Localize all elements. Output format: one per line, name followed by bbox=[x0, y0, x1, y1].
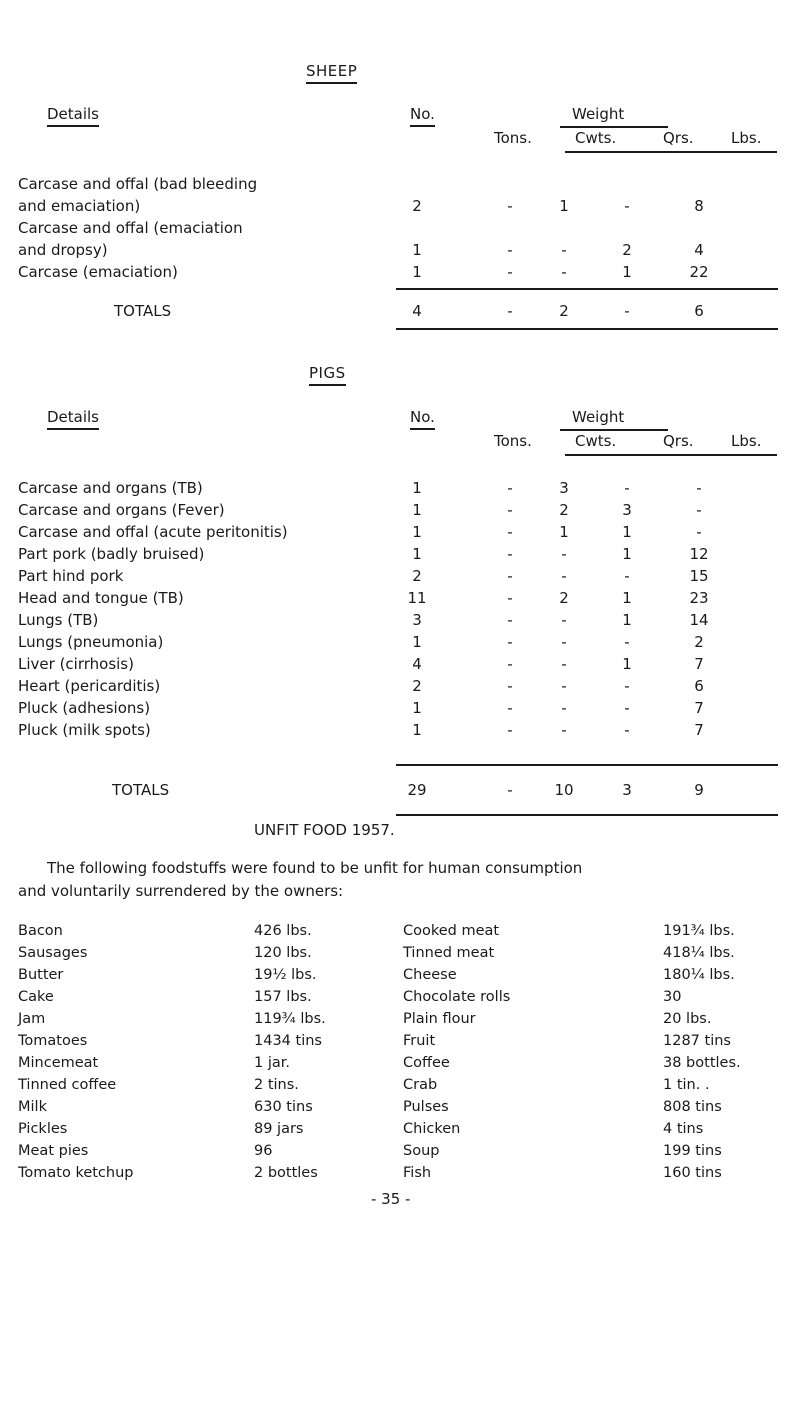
pigs-row-cwts: - bbox=[561, 545, 567, 563]
pigs-row-label: Lungs (pneumonia) bbox=[18, 633, 164, 651]
pigs-row-label: Heart (pericarditis) bbox=[18, 677, 161, 695]
pigs-row-no: 2 bbox=[412, 567, 422, 585]
pigs-row-no: 1 bbox=[412, 699, 422, 717]
pigs-row-no: 2 bbox=[412, 677, 422, 695]
pigs-row-label: Part hind pork bbox=[18, 567, 124, 585]
sheep-row-1-cwts: 1 bbox=[559, 197, 569, 215]
sheep-row-3-lbs: 22 bbox=[689, 263, 709, 281]
sheep-row-3-cwts: - bbox=[561, 263, 567, 281]
food-item-name: Tinned meat bbox=[403, 945, 495, 961]
pigs-row-qrs: - bbox=[624, 479, 630, 497]
unfit-food-intro-line-2: and voluntarily surrendered by the owners: bbox=[18, 882, 344, 900]
sheep-row-3-no: 1 bbox=[412, 263, 422, 281]
food-item-name: Fruit bbox=[403, 1033, 436, 1049]
pigs-row-qrs: - bbox=[624, 633, 630, 651]
sheep-header-lbs: Lbs. bbox=[731, 129, 762, 147]
sheep-row-2-label-line-1: Carcase and offal (emaciation bbox=[18, 219, 243, 237]
pigs-header-weight: Weight bbox=[572, 408, 625, 426]
pigs-row-no: 1 bbox=[412, 501, 422, 519]
pigs-row-tons: - bbox=[507, 611, 513, 629]
pigs-row-lbs: 12 bbox=[689, 545, 709, 563]
food-item-name: Milk bbox=[18, 1099, 47, 1115]
pigs-header-cwts: Cwts. bbox=[575, 432, 617, 450]
pigs-totals-cwts: 10 bbox=[554, 781, 574, 799]
pigs-totals-top-rule bbox=[396, 764, 778, 766]
pigs-row-lbs: 15 bbox=[689, 567, 709, 585]
pigs-row-no: 11 bbox=[407, 589, 427, 607]
pigs-weight-rule bbox=[560, 429, 668, 431]
food-item-name: Jam bbox=[18, 1011, 46, 1027]
pigs-totals-label: TOTALS bbox=[112, 781, 170, 799]
sheep-row-2-tons: - bbox=[507, 241, 513, 259]
food-item-name: Pulses bbox=[403, 1099, 449, 1115]
pigs-row-qrs: 1 bbox=[622, 655, 632, 673]
sheep-row-1-qrs: - bbox=[624, 197, 630, 215]
pigs-row-label: Carcase and organs (Fever) bbox=[18, 501, 225, 519]
pigs-row-tons: - bbox=[507, 523, 513, 541]
pigs-row-cwts: - bbox=[561, 633, 567, 651]
food-item-qty: 199 tins bbox=[663, 1143, 722, 1159]
sheep-weight-rule bbox=[560, 126, 668, 128]
pigs-row-lbs: - bbox=[696, 523, 702, 541]
pigs-row-tons: - bbox=[507, 655, 513, 673]
pigs-row-cwts: - bbox=[561, 677, 567, 695]
pigs-header-no: No. bbox=[410, 410, 435, 425]
sheep-totals-qrs: - bbox=[624, 302, 630, 320]
pigs-title: PIGS bbox=[309, 366, 346, 381]
pigs-row-tons: - bbox=[507, 633, 513, 651]
pigs-row-qrs: 1 bbox=[622, 611, 632, 629]
pigs-row-label: Carcase and organs (TB) bbox=[18, 479, 203, 497]
pigs-row-qrs: 3 bbox=[622, 501, 632, 519]
sheep-totals-tons: - bbox=[507, 302, 513, 320]
food-item-qty: 19½ lbs. bbox=[254, 967, 317, 983]
food-item-name: Chicken bbox=[403, 1121, 461, 1137]
pigs-row-lbs: 14 bbox=[689, 611, 709, 629]
sheep-row-1-lbs: 8 bbox=[694, 197, 704, 215]
pigs-row-cwts: - bbox=[561, 567, 567, 585]
sheep-row-2-cwts: - bbox=[561, 241, 567, 259]
sheep-totals-no: 4 bbox=[412, 302, 422, 320]
sheep-row-2-lbs: 4 bbox=[694, 241, 704, 259]
food-item-name: Chocolate rolls bbox=[403, 989, 511, 1005]
food-item-name: Bacon bbox=[18, 923, 63, 939]
pigs-row-cwts: 2 bbox=[559, 589, 569, 607]
pigs-row-label: Part pork (badly bruised) bbox=[18, 545, 205, 563]
food-item-name: Butter bbox=[18, 967, 64, 983]
pigs-row-label: Carcase and offal (acute peritonitis) bbox=[18, 523, 288, 541]
sheep-row-1-label-line-2: and emaciation) bbox=[18, 197, 141, 215]
pigs-row-no: 4 bbox=[412, 655, 422, 673]
pigs-row-no: 1 bbox=[412, 479, 422, 497]
pigs-totals-bottom-rule bbox=[396, 814, 778, 816]
food-item-qty: 38 bottles. bbox=[663, 1055, 741, 1071]
sheep-header-weight: Weight bbox=[572, 105, 625, 123]
pigs-row-tons: - bbox=[507, 545, 513, 563]
pigs-row-label: Liver (cirrhosis) bbox=[18, 655, 134, 673]
sheep-row-2-label-line-2: and dropsy) bbox=[18, 241, 108, 259]
pigs-header-qrs: Qrs. bbox=[663, 432, 694, 450]
sheep-header-rule bbox=[565, 151, 777, 153]
food-item-qty: 630 tins bbox=[254, 1099, 313, 1115]
sheep-row-2-no: 1 bbox=[412, 241, 422, 259]
pigs-row-cwts: 1 bbox=[559, 523, 569, 541]
sheep-row-3-tons: - bbox=[507, 263, 513, 281]
pigs-row-tons: - bbox=[507, 699, 513, 717]
sheep-totals-lbs: 6 bbox=[694, 302, 704, 320]
pigs-row-no: 1 bbox=[412, 721, 422, 739]
food-item-qty: 1434 tins bbox=[254, 1033, 322, 1049]
pigs-row-lbs: - bbox=[696, 479, 702, 497]
food-item-name: Soup bbox=[403, 1143, 440, 1159]
food-item-qty: 426 lbs. bbox=[254, 923, 312, 939]
pigs-row-tons: - bbox=[507, 479, 513, 497]
pigs-header-rule bbox=[565, 454, 777, 456]
pigs-row-cwts: 2 bbox=[559, 501, 569, 519]
food-item-name: Sausages bbox=[18, 945, 88, 961]
food-item-qty: 1 jar. bbox=[254, 1055, 290, 1071]
sheep-totals-cwts: 2 bbox=[559, 302, 569, 320]
food-item-name: Tomatoes bbox=[18, 1033, 88, 1049]
food-item-qty: 418¼ lbs. bbox=[663, 945, 735, 961]
sheep-row-1-label-line-1: Carcase and offal (bad bleeding bbox=[18, 175, 258, 193]
pigs-row-lbs: 7 bbox=[694, 699, 704, 717]
pigs-row-no: 1 bbox=[412, 545, 422, 563]
sheep-header-tons: Tons. bbox=[494, 129, 532, 147]
pigs-totals-qrs: 3 bbox=[622, 781, 632, 799]
sheep-row-1-no: 2 bbox=[412, 197, 422, 215]
pigs-row-qrs: - bbox=[624, 567, 630, 585]
food-item-qty: 1287 tins bbox=[663, 1033, 731, 1049]
pigs-totals-lbs: 9 bbox=[694, 781, 704, 799]
pigs-row-label: Pluck (adhesions) bbox=[18, 699, 151, 717]
pigs-row-tons: - bbox=[507, 501, 513, 519]
pigs-row-cwts: - bbox=[561, 655, 567, 673]
food-item-name: Plain flour bbox=[403, 1011, 476, 1027]
food-item-qty: 4 tins bbox=[663, 1121, 704, 1137]
food-item-qty: 2 bottles bbox=[254, 1165, 318, 1181]
pigs-header-tons: Tons. bbox=[494, 432, 532, 450]
food-item-qty: 180¼ lbs. bbox=[663, 967, 735, 983]
pigs-row-qrs: - bbox=[624, 721, 630, 739]
unfit-food-intro-line-1: The following foodstuffs were found to be unfit for human consumption bbox=[47, 859, 583, 877]
sheep-row-1-tons: - bbox=[507, 197, 513, 215]
pigs-row-lbs: 7 bbox=[694, 655, 704, 673]
pigs-row-cwts: - bbox=[561, 699, 567, 717]
pigs-row-lbs: 6 bbox=[694, 677, 704, 695]
food-item-qty: 96 bbox=[254, 1143, 273, 1159]
sheep-row-2-qrs: 2 bbox=[622, 241, 632, 259]
pigs-row-qrs: - bbox=[624, 677, 630, 695]
food-item-qty: 157 lbs. bbox=[254, 989, 312, 1005]
pigs-row-no: 1 bbox=[412, 633, 422, 651]
pigs-row-qrs: 1 bbox=[622, 589, 632, 607]
sheep-header-details: Details bbox=[47, 107, 99, 122]
pigs-row-tons: - bbox=[507, 589, 513, 607]
food-item-qty: 2 tins. bbox=[254, 1077, 299, 1093]
pigs-row-lbs: 23 bbox=[689, 589, 709, 607]
pigs-row-label: Lungs (TB) bbox=[18, 611, 99, 629]
pigs-row-cwts: - bbox=[561, 721, 567, 739]
pigs-totals-tons: - bbox=[507, 781, 513, 799]
sheep-totals-label: TOTALS bbox=[114, 302, 172, 320]
sheep-row-3-label: Carcase (emaciation) bbox=[18, 263, 178, 281]
sheep-header-no: No. bbox=[410, 107, 435, 122]
pigs-row-cwts: - bbox=[561, 611, 567, 629]
pigs-row-tons: - bbox=[507, 677, 513, 695]
pigs-row-no: 1 bbox=[412, 523, 422, 541]
food-item-name: Pickles bbox=[18, 1121, 68, 1137]
food-item-qty: 20 lbs. bbox=[663, 1011, 712, 1027]
food-item-name: Fish bbox=[403, 1165, 432, 1181]
sheep-title: SHEEP bbox=[306, 64, 357, 79]
food-item-name: Crab bbox=[403, 1077, 438, 1093]
food-item-qty: 30 bbox=[663, 989, 682, 1005]
food-item-qty: 120 lbs. bbox=[254, 945, 312, 961]
unfit-food-title: UNFIT FOOD 1957. bbox=[254, 821, 395, 839]
pigs-row-tons: - bbox=[507, 721, 513, 739]
pigs-row-label: Head and tongue (TB) bbox=[18, 589, 184, 607]
pigs-row-cwts: 3 bbox=[559, 479, 569, 497]
pigs-row-lbs: 2 bbox=[694, 633, 704, 651]
pigs-row-lbs: 7 bbox=[694, 721, 704, 739]
food-item-qty: 191¾ lbs. bbox=[663, 923, 735, 939]
pigs-row-tons: - bbox=[507, 567, 513, 585]
sheep-row-3-qrs: 1 bbox=[622, 263, 632, 281]
sheep-totals-top-rule bbox=[396, 288, 778, 290]
sheep-header-cwts: Cwts. bbox=[575, 129, 617, 147]
food-item-name: Tinned coffee bbox=[18, 1077, 117, 1093]
food-item-name: Cheese bbox=[403, 967, 457, 983]
pigs-header-details: Details bbox=[47, 410, 99, 425]
food-item-name: Cooked meat bbox=[403, 923, 500, 939]
pigs-row-qrs: 1 bbox=[622, 523, 632, 541]
pigs-row-no: 3 bbox=[412, 611, 422, 629]
sheep-header-qrs: Qrs. bbox=[663, 129, 694, 147]
food-item-name: Cake bbox=[18, 989, 54, 1005]
pigs-header-lbs: Lbs. bbox=[731, 432, 762, 450]
pigs-totals-no: 29 bbox=[407, 781, 427, 799]
pigs-row-label: Pluck (milk spots) bbox=[18, 721, 151, 739]
food-item-qty: 89 jars bbox=[254, 1121, 304, 1137]
pigs-row-qrs: 1 bbox=[622, 545, 632, 563]
pigs-row-lbs: - bbox=[696, 501, 702, 519]
food-item-qty: 160 tins bbox=[663, 1165, 722, 1181]
pigs-row-qrs: - bbox=[624, 699, 630, 717]
page-number: - 35 - bbox=[371, 1190, 411, 1208]
sheep-totals-bottom-rule bbox=[396, 328, 778, 330]
food-item-name: Tomato ketchup bbox=[18, 1165, 134, 1181]
food-item-qty: 1 tin. . bbox=[663, 1077, 710, 1093]
food-item-name: Mincemeat bbox=[18, 1055, 99, 1071]
food-item-name: Coffee bbox=[403, 1055, 450, 1071]
food-item-qty: 119¾ lbs. bbox=[254, 1011, 326, 1027]
food-item-qty: 808 tins bbox=[663, 1099, 722, 1115]
food-item-name: Meat pies bbox=[18, 1143, 89, 1159]
